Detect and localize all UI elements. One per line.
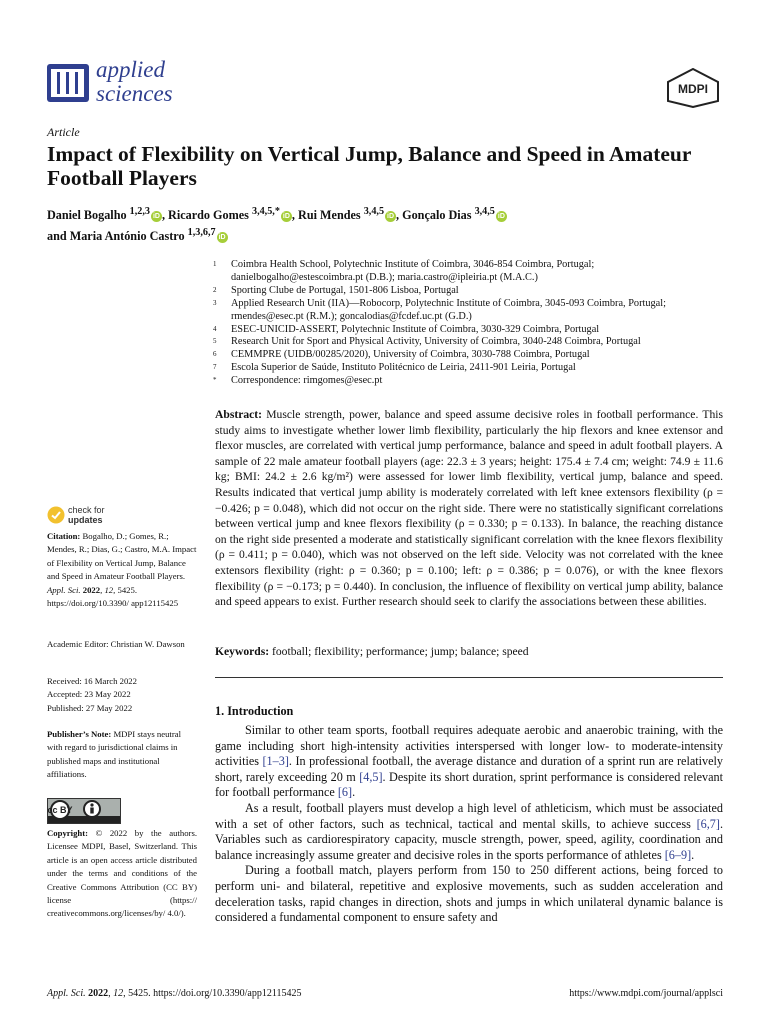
orcid-icon[interactable]: iD xyxy=(218,233,226,241)
affiliations: 1 Coimbra Health School, Polytechnic Institute of Coimbra, 3046-854 Coimbra, Portugal; danielbogalho@estescoimbra.pt (D.B.); maria.castro@ipleiria.pt (M.A.C.) 2 Sporting Clube de Portugal, 1501-806 Lisboa, Portugal 3 Applied Research Unit (IIA)—Robocorp, Polytechnic Institute of Coimbra, 3045-093 Coimbra, Portugal; rmendes@esec.pt (R.M.); goncalodias@fcdef.uc.pt (G.D.) 4 ESEC-UNICID-ASSERT, Polytechnic Institute of Coimbra, 3030-329 Coimbra, Portugal 5 Research Unit for Sport and Physical Activity, University of Coimbra, 3040-248 Coimbra, Portugal 6 CEMMPRE (UIDB/00285/2020), University of Coimbra, 3030-788 Coimbra, Portugal 7 Escola Superior de Saúde, Instituto Politécnico de Leiria, 2411-901 Leiria, Portugal * Correspondence: rimgomes@esec.pt xyxy=(213,259,723,388)
section-heading: 1. Introduction xyxy=(215,704,294,718)
svg-text:cc BY: cc BY xyxy=(48,805,73,815)
publishers-note: Publisher’s Note: MDPI stays neutral with regard to jurisdictional claims in published maps and institutional affiliations. xyxy=(47,729,181,780)
author-list: Daniel Bogalho $^{1,2,3}$ iD , Ricardo Gomes $^{3,4,5,*}$ iD , Rui Mendes $^{3,4,5}$ iD , Gonçalo Dias $^{3,4,5}$ iD and Maria António Castro $^{1,3,6,7}$ iD xyxy=(47,206,505,244)
affiliation: ESEC-UNICID-ASSERT, Polytechnic Institute of Coimbra, 3030-329 Coimbra, Portugal xyxy=(231,323,600,335)
author-name: Rui Mendes xyxy=(298,208,361,223)
orcid-icon[interactable]: iD xyxy=(387,212,395,220)
copyright-block: Copyright: © 2022 by the authors. Licensee MDPI, Basel, Switzerland. This article is an open access article distributed under the terms and conditions of the Creative Commons Attribution (CC BY) license (https:// creativecommons.org/licenses/by/ 4.0/). xyxy=(47,828,197,919)
affiliation: rmendes@esec.pt (R.M.); goncalodias@fcdef.uc.pt (G.D.) xyxy=(231,310,472,322)
introduction-body: Similar to other team sports, football requires adequate aerobic and anaerobic training, with the game including short high-intensity activities interspersed with longer low- to moderate-intensity activities [1–3]. In professional football, the average distance and duration of a sprint run are relatively short, rarely exceeding 20 m [4,5]. Despite its short duration, sprint performance is considered relevant for football performance [6]. As a result, football players must develop a high level of athleticism, which must be associated with a set of other factors, such as technical, tactical and mental skills, to achieve success [6,7]. Variables such as cardiorespiratory capacity, muscle strength, power, speed, agility, coordination and balance increasingly assume greater and decisive roles in the sports performance of athletes [6–9]. During a football match, players perform from 150 to 250 different actions, being forced to perform uni- and bilateral, repetitive and explosive movements, such as sudden acceleration and deceleration tasks, rapid changes in direction, shots and jumps in which unilateral dynamic balance is considered a fundamental component to ensure safety and xyxy=(215,723,723,925)
orcid-icon[interactable]: iD xyxy=(282,212,290,220)
divider xyxy=(215,677,723,678)
cc-by-license-badge[interactable] xyxy=(47,798,121,824)
citation-link[interactable]: [6] xyxy=(337,785,353,800)
journal-logo-icon xyxy=(47,64,89,102)
check-for-updates-icon[interactable] xyxy=(47,506,65,524)
affiliation: Applied Research Unit (IIA)—Robocorp, Polytechnic Institute of Coimbra, 3045-093 Coimbra, Portugal; xyxy=(231,297,666,309)
footer-journal-url[interactable]: https://www.mdpi.com/journal/applsci xyxy=(569,988,723,999)
citation-block: Citation: Bogalho, D.; Gomes, R.; Mendes, R.; Dias, G.; Castro, M.A. Impact of Flexibility on Vertical Jump, Balance and Speed in Amateur Football Players. Appl. Sci. 2022, 12, 5425. https://doi.org/10.3390/ app12115425 xyxy=(47,531,197,609)
publisher-name: MDPI xyxy=(678,82,708,96)
author-name: Maria António Castro xyxy=(69,229,185,244)
cc-by-icon xyxy=(48,799,120,823)
author-name: Gonçalo Dias xyxy=(402,208,472,223)
correspondence: Correspondence: rimgomes@esec.pt xyxy=(231,375,383,387)
mdpi-logo-icon xyxy=(666,68,720,108)
paper-title: Impact of Flexibility on Vertical Jump, Balance and Speed in Amateur Football Players xyxy=(47,142,692,190)
check-for-updates-label[interactable]: check for updates xyxy=(68,505,105,525)
journal-name: applied sciences xyxy=(96,57,173,106)
citation-link[interactable]: [6–9] xyxy=(664,847,692,862)
footer-citation: Appl. Sci. 2022, 12, 5425. https://doi.org/10.3390/app12115425 xyxy=(47,988,302,999)
abstract: Abstract: Muscle strength, power, balance and speed assume decisive roles in football performance. This study aims to investigate whether lower limb flexibility, particularly the hip flexors and knee extensor and flexor muscles, are correlated with vertical jump performance, balance and speed in adult football players. A sample of 22 male amateur football players (age: 22.3 ± 3 years; height: 175.4 ± 7.4 cm; weight: 74.9 ± 11.6 kg; BMI: 24.2 ± 2.6 kg/m²) were assessed for lower limb flexibility, vertical jump, balance and speed. Results indicated that vertical jump ability is moderately correlated with left knee extensors flexibility (ρ = −0.426; p = 0.048), which did not occur on the right side. There were no statistically significant correlations between vertical jump and knee flexors flexibility (ρ = 0.330; p = 0.133). In balance, the reaching distance on the right side presented a moderate and statistically significant correlation with the knee flexors flexibility (ρ = 0.411; p = 0.040), which was not observed on the left side. Velocity was not correlated with the knee extensors flexibility (right: ρ = 0.360; p = 0.100; left: ρ = 0.386; p = 0.076), or with the knee flexors flexibility (ρ = −0.173; p = 0.440). In conclusion, the influence of flexibility on vertical jump ability, balance and speed appears to exist. Further research should seek to clarify the associations between these abilities. xyxy=(215,408,723,609)
author-name: Daniel Bogalho xyxy=(47,208,127,223)
keywords: Keywords: football; flexibility; performance; jump; balance; speed xyxy=(215,645,529,658)
citation-link[interactable]: [6,7] xyxy=(696,816,720,831)
affiliation: danielbogalho@estescoimbra.pt (D.B.); maria.castro@ipleiria.pt (M.A.C.) xyxy=(231,271,538,283)
orcid-icon[interactable]: iD xyxy=(497,212,505,220)
author-name: Ricardo Gomes xyxy=(168,208,249,223)
affiliation: Sporting Clube de Portugal, 1501-806 Lisboa, Portugal xyxy=(231,284,459,296)
article-type: Article xyxy=(47,125,80,139)
dates-block: Received: 16 March 2022 Accepted: 23 May 2022 Published: 27 May 2022 xyxy=(47,676,137,713)
affiliation: Coimbra Health School, Polytechnic Institute of Coimbra, 3046-854 Coimbra, Portugal; xyxy=(231,259,595,270)
citation-link[interactable]: [1–3] xyxy=(262,754,289,769)
citation-link[interactable]: [4,5] xyxy=(359,769,383,784)
academic-editor: Academic Editor: Christian W. Dawson xyxy=(47,639,185,649)
affiliation: CEMMPRE (UIDB/00285/2020), University of Coimbra, 3030-788 Coimbra, Portugal xyxy=(231,349,590,361)
affiliation: Escola Superior de Saúde, Instituto Politécnico de Leiria, 2411-901 Leiria, Portugal xyxy=(231,362,576,374)
affiliation: Research Unit for Sport and Physical Activity, University of Coimbra, 3040-248 Coimbra, Portugal xyxy=(231,336,641,348)
orcid-icon[interactable]: iD xyxy=(152,212,160,220)
